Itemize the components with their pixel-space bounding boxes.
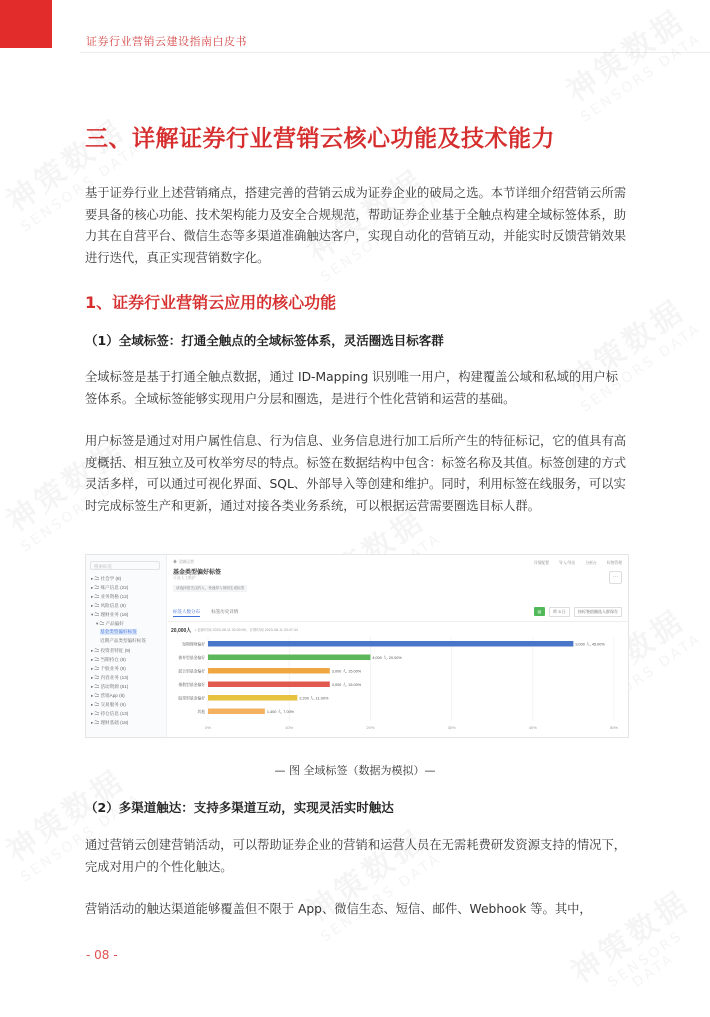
action-links [525, 561, 622, 566]
tag-search-input[interactable]: 搜索标签 [90, 561, 160, 570]
category-label: 债券型基金偏好 [178, 655, 205, 660]
category-label: 股票型基金偏好 [178, 696, 205, 701]
category-label: 指数型基金偏好 [178, 682, 205, 687]
point1-paragraph-1: 全域标签是基于打通全触点数据，通过 ID-Mapping 识别唯一用户，构建覆盖公域和私域的用户标签体系。全域标签能够实现用户分层和圈选，是进行个性化营销和运营的基础。 [85, 370, 619, 406]
tree-item[interactable]: ▸ 🗀 内容业务 (13) [91, 675, 129, 680]
point2-paragraph-1: 通过营销云创建营销活动，可以帮助证券企业的营销和运营人员在无需耗费研发资源支持的情况下，完成对用户的个性化触达。 [85, 838, 627, 874]
tree-item[interactable]: ▸ 🗀 活动资源 (61) [91, 684, 129, 689]
date-range-select[interactable]: 昨 5 日 [549, 607, 569, 617]
point1-paragraph-2: 用户标签是通过对用户属性信息、行为信息、业务信息进行加工后所产生的特征标记，它的值具有高度概括、相互独立及可枚举穷尽的特点。标签在数据结构中包含：标签名称及其值。标签创建的方式灵活多样，可以通过可视化界面、SQL、外部导入等创建和维护。同时，利用标签在线服务，可以实时完成标签生产和更新，通过对接各类业务系统，可以根据运营需要圈选目标人群。 [85, 434, 627, 513]
figure-caption: — 图 全域标签（数据为模拟）— [274, 764, 436, 777]
bar-value-label: 3,000 人, 15.00% [331, 669, 362, 674]
category-label: 其他 [197, 709, 205, 714]
x-tick-label: 30% [447, 725, 456, 730]
x-tick-label: 20% [366, 725, 375, 730]
tree-item[interactable]: ▸ 🗀 投资者特征 (9) [91, 648, 131, 653]
page-number: - 08 - [86, 948, 118, 962]
tree-item[interactable]: ▸ 🗀 业务资格 (12) [91, 594, 129, 599]
running-header: 证券行业营销云建设指南白皮书 [86, 35, 247, 48]
tag-detail-panel [168, 555, 628, 737]
section-title: 三、详解证券行业营销云核心功能及技术能力 [85, 126, 555, 152]
tag-note: 请选择您关注的人，快速导入规则生成标签 [173, 585, 247, 592]
action-link[interactable]: 标签管理 [606, 561, 622, 565]
bar-value-label: 1,400 人, 7.00% [266, 709, 295, 714]
tag-subtitle: 可选人工维护 [173, 576, 196, 580]
tree-item[interactable]: 近期产品类型偏好标签 [100, 638, 146, 643]
chart-toolbar [531, 607, 622, 617]
point1-title: （1）全域标签：打通全触点的全域标签体系，灵活圈选目标客群 [85, 333, 444, 348]
tree-item[interactable]: ▸ 🗀 理财基础 (18) [91, 720, 129, 725]
save-audience-button[interactable]: 按标签值圈选人群保存 [574, 607, 622, 617]
tag-ui-screenshot [85, 554, 629, 738]
tree-item[interactable]: ▸ 🗀 营销App (8) [91, 693, 125, 698]
tree-item[interactable]: ▸ 🗀 持仓信息 (13) [91, 711, 129, 716]
tree-item[interactable]: ▾ 🗀 理财业务 (16) [91, 612, 129, 617]
category-label: 混合型基金偏好 [178, 669, 205, 674]
x-tick-label: 10% [285, 725, 294, 730]
tree-item[interactable]: ▸ 🗀 交易服务 (6) [91, 702, 126, 707]
x-tick-label: 40% [528, 725, 537, 730]
tab-distribution[interactable]: 标签人数分布 [173, 609, 200, 617]
tree-item[interactable]: ▸ 🗀 账户信息 (22) [91, 585, 129, 590]
breadcrumb: ◉ 全域运营 [173, 559, 195, 564]
category-label: 短期理财偏好 [182, 642, 205, 647]
bar[interactable] [208, 682, 330, 688]
bar-value-label: 4,000 人, 20.00% [372, 655, 402, 660]
bar[interactable] [208, 655, 370, 661]
bar-value-label: 3,000 人, 15.00% [331, 682, 362, 687]
header-accent-bar [0, 0, 52, 48]
point2-title: （2）多渠道触达：支持多渠道互动，实现灵活实时触达 [85, 800, 394, 815]
view-toggle-button[interactable]: ▤ [534, 607, 546, 616]
bar[interactable] [208, 641, 573, 647]
update-time: • 更新时间 2023-08-11 00:00:00，计算时间 2023-08-11 03:47:44 [195, 628, 298, 632]
action-link[interactable]: 导入/导出 [559, 561, 576, 565]
x-tick-label: 0% [205, 725, 211, 730]
watermark [559, 3, 704, 124]
intro-paragraph: 基于证券行业上述营销痛点，搭建完善的营销云成为证券企业的破局之选。本节详细介绍营销云所需要具备的核心功能、技术架构能力及安全合规规范，帮助证券企业基于全触点构建全域标签体系，助力其在自营平台、微信生态等多渠道准确触达客户，实现自动化的营销互动，并能实时反馈营销效果进行迭代，真正实现营销数字化。 [85, 186, 627, 265]
tree-item[interactable]: ▸ 🗀 风险信息 (8) [91, 603, 126, 608]
tag-tree-sidebar [86, 555, 167, 737]
tab-bar [173, 609, 248, 615]
tree-item[interactable]: ▸ 🗀 个股业务 (8) [91, 666, 126, 671]
subsection-title: 1、证券行业营销云应用的核心功能 [85, 293, 337, 312]
more-button[interactable]: ··· [609, 571, 622, 584]
tree-item[interactable]: ▸ 🗀 社会学 (8) [91, 576, 122, 581]
x-tick-label: 50% [609, 725, 619, 730]
bar-value-label: 9,000 人, 45.00% [575, 642, 605, 647]
bar[interactable] [208, 668, 330, 674]
action-link[interactable]: 分析台 [585, 561, 597, 565]
header-divider [80, 52, 710, 53]
bar[interactable] [208, 695, 297, 701]
panel-divider [168, 621, 628, 622]
tag-distribution-chart [168, 635, 626, 735]
point2-paragraph-2: 营销活动的触达渠道能够覆盖但不限于 App、微信生态、短信、邮件、Webhook 等。其中， [85, 902, 592, 916]
tree-item[interactable]: ▾ 🗀 产品偏好 [96, 621, 124, 626]
bar-value-label: 2,200 人, 11.00% [299, 696, 329, 701]
tab-history[interactable]: 标签历史详情 [211, 609, 239, 614]
bar[interactable] [208, 709, 265, 715]
tag-title: 基金类型偏好标签 [173, 570, 222, 576]
tree-item[interactable]: ▸ 🗀 当期持仓 (8) [91, 657, 126, 662]
action-link[interactable]: 详情配置 [533, 561, 549, 565]
total-count: 20,000人 [171, 628, 192, 634]
tree-item[interactable]: 基金类型偏好标签 [100, 629, 137, 634]
